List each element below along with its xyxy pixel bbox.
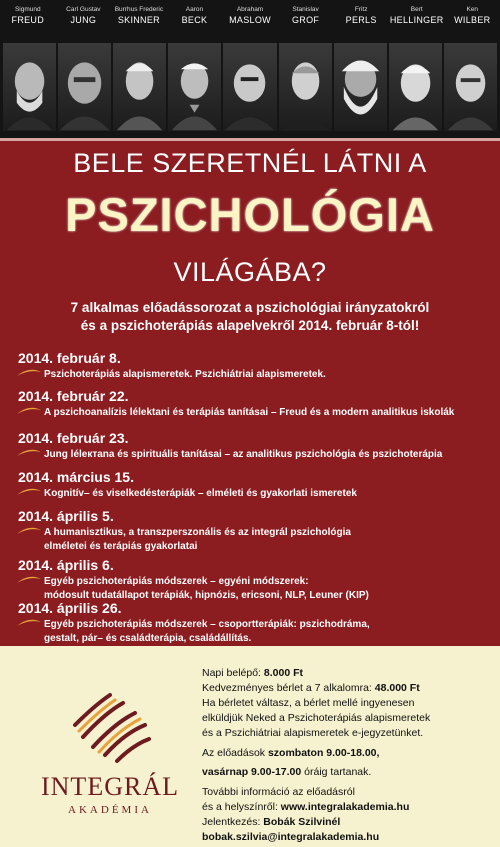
portrait-image <box>58 43 111 131</box>
schedule-item <box>18 557 488 602</box>
portrait-image <box>168 43 221 131</box>
portrait-perls <box>334 43 387 131</box>
daily-price-line <box>202 666 492 681</box>
schedule-desc-line: Egyéb pszichoterápiás módszerek – csoportterápiák: pszichodráma, <box>44 619 370 630</box>
person-freud <box>0 7 56 25</box>
schedule-desc-line: gestalt, pár– és családterápia, családállítás. <box>44 632 252 644</box>
pass-note: Ha bérletet váltasz, a bérlet mellé ingyenesen <box>202 696 415 709</box>
integral-logo <box>35 685 185 816</box>
portrait-image <box>3 43 56 131</box>
time-post: óráig tartanak. <box>301 766 372 779</box>
daily-label: Napi belépő: <box>202 667 264 679</box>
schedule-item <box>18 508 488 553</box>
schedule-date: 2014. február 8. <box>18 350 121 366</box>
person-perls <box>333 7 389 25</box>
person-maslow <box>222 7 278 25</box>
time-sun: vasárnap 9.00-17.00 <box>202 766 302 779</box>
schedule-date: 2014. április 6. <box>18 557 114 573</box>
portrait-wilber <box>444 43 497 131</box>
schedule-item <box>18 388 488 420</box>
portrait-image <box>389 43 442 131</box>
pass-note: elküldjük Neked a Pszichoterápiás alapismeretek <box>202 711 431 724</box>
person-beck <box>167 7 223 25</box>
swoosh-icon <box>16 448 42 458</box>
portrait-image <box>279 43 332 131</box>
logo-name: INTEGRÁL <box>41 772 179 801</box>
schedule-desc <box>44 406 488 420</box>
contact-line <box>202 815 492 830</box>
logo-sub: AKADÉMIA <box>68 804 152 816</box>
time-line <box>202 746 492 761</box>
schedule-desc <box>44 575 488 602</box>
portrait-skinner <box>113 43 166 131</box>
schedule-desc-line: A humanisztikus, a transzperszonális és az integrál pszichológia <box>44 527 351 538</box>
schedule-desc-line: Egyéb pszichoterápiás módszerek – egyéni módszerek: <box>44 576 309 587</box>
swoosh-icon <box>16 406 42 416</box>
more-info: További információ az előadásról <box>202 786 355 799</box>
schedule-item <box>18 430 488 462</box>
headline-main: PSZICHOLÓGIA <box>65 188 435 241</box>
daily-price: 8.000 Ft <box>263 667 303 679</box>
contact-pre: Jelentkezés: <box>202 816 264 829</box>
person-first: Stanislav <box>292 6 319 13</box>
portrait-freud <box>3 43 56 131</box>
contact-email[interactable] <box>202 830 492 845</box>
portrait-jung <box>58 43 111 131</box>
pass-label: Kedvezményes bérlet a 7 alkalomra: <box>202 681 375 694</box>
portrait-strip <box>3 43 497 131</box>
person-last: WILBER <box>454 14 491 25</box>
schedule-desc-line: Kognitív– és viselkedésterápiák – elméleti és gyakorlati ismeretek <box>44 488 357 499</box>
schedule-item <box>18 600 488 645</box>
schedule-date: 2014. február 23. <box>18 430 129 446</box>
portrait-beck <box>168 43 221 131</box>
subtitle-line-2: és a pszichoterápiás alapelvekről 2014. február 8-tól! <box>80 318 420 334</box>
headline-line-3: VILÁGÁBA? <box>173 257 327 287</box>
header-band <box>0 0 500 138</box>
schedule-date: 2014. április 26. <box>18 600 122 616</box>
person-first: Carl Gustav <box>66 6 101 13</box>
person-last: GROF <box>291 14 320 25</box>
subtitle-line-1: 7 alkalmas előadássorozat a pszichológiai irányzatokról <box>70 300 430 315</box>
more-info-url-line <box>202 800 492 815</box>
schedule-desc-line: Pszichoterápiás alapismeretek. Pszichiátriai alapismeretek. <box>44 369 326 380</box>
portrait-image <box>444 43 497 131</box>
schedule-item <box>18 350 488 382</box>
person-last: PERLS <box>345 14 377 25</box>
website-link[interactable]: www.integralakademia.hu <box>280 801 410 814</box>
schedule-date: 2014. február 22. <box>18 388 129 404</box>
person-first: Aaron <box>185 6 204 13</box>
pass-price-line <box>202 681 492 696</box>
person-first: Fritz <box>354 6 368 13</box>
pass-note: és a Pszichiátriai alapismeretek e-jegyzetünket. <box>202 726 424 739</box>
person-last: SKINNER <box>117 14 160 25</box>
person-jung <box>56 7 112 25</box>
contact-name: Bobák Szilvinél <box>263 816 341 829</box>
person-last: HELLINGER <box>389 14 444 25</box>
person-last: MASLOW <box>229 14 271 25</box>
swoosh-icon <box>16 618 42 628</box>
person-skinner <box>111 7 167 25</box>
swoosh-icon <box>16 368 42 378</box>
people-names <box>0 7 500 25</box>
schedule-desc-line: A pszichoanalízis lélektani és terápiás tanításai – Freud és a modern analitikus iskolák <box>44 407 455 418</box>
schedule-date: 2014. április 5. <box>18 508 114 524</box>
contact-email-text[interactable]: bobak.szilvia@integralakademia.hu <box>202 831 380 844</box>
schedule-desc <box>44 368 488 382</box>
portrait-maslow <box>223 43 276 131</box>
schedule-desc-line: elméletei és terápiás gyakorlatai <box>44 540 198 552</box>
schedule-item <box>18 469 488 501</box>
person-first: Sigmund <box>14 6 41 13</box>
divider <box>0 138 500 141</box>
person-first: Burrhus Frederic <box>114 6 164 13</box>
person-last: JUNG <box>70 14 97 25</box>
info-block <box>202 666 492 845</box>
schedule-desc <box>44 526 488 553</box>
portrait-grof <box>279 43 332 131</box>
schedule-date: 2014. március 15. <box>18 469 134 485</box>
portrait-image <box>223 43 276 131</box>
schedule-desc-line: módosult tudatállapot terápiák, hipnózis, ericsoni, NLP, Leuner (KIP) <box>44 589 369 601</box>
schedule-desc <box>44 618 488 645</box>
swoosh-icon <box>16 575 42 585</box>
person-hellinger <box>389 7 445 25</box>
person-wilber <box>445 7 500 25</box>
portrait-image <box>334 43 387 131</box>
headline-line-1: BELE SZERETNÉL LÁTNI A <box>73 148 427 178</box>
swoosh-icon <box>16 487 42 497</box>
person-grof <box>278 7 334 25</box>
subtitle <box>0 299 500 335</box>
pass-price: 48.000 Ft <box>374 681 420 694</box>
schedule-desc-line: Jung léleктana és spirituális tanításai – az analitikus pszichológia és pszichoterápia <box>44 449 443 460</box>
portrait-image <box>113 43 166 131</box>
more-info-pre: és a helyszínről: <box>202 801 281 814</box>
schedule-desc <box>44 487 488 501</box>
logo-swirl-icon <box>65 685 155 765</box>
swoosh-icon <box>16 526 42 536</box>
portrait-hellinger <box>389 43 442 131</box>
time-sat: szombaton 9.00-18.00, <box>267 746 380 759</box>
person-last: BECK <box>181 14 208 25</box>
person-first: Bert <box>410 6 423 13</box>
person-last: FREUD <box>11 14 45 25</box>
person-first: Abraham <box>236 6 264 13</box>
schedule-desc <box>44 448 488 462</box>
person-first: Ken <box>466 6 479 13</box>
time-line <box>202 765 492 780</box>
time-pre: Az előadások <box>202 746 268 759</box>
